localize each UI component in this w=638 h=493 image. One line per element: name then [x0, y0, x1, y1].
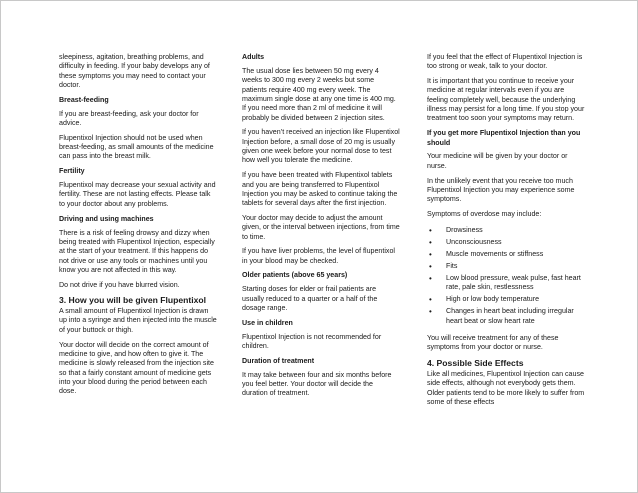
heading-overdose: If you get more Flupentixol Injection than you should: [427, 129, 581, 147]
paragraph: Starting doses for elder or frail patients are usually reduced to a quarter or a half of the dosage range.: [242, 285, 378, 313]
list-item: • Low blood pressure, weak pulse, fast heart rate, pale skin, restlessness: [427, 274, 587, 293]
heading-older-patients: Older patients (above 65 years): [242, 271, 348, 280]
overdose-symptom-list: [427, 226, 587, 326]
heading-breast-feeding: Breast-feeding: [59, 95, 109, 104]
paragraph: Flupentixol Injection is not recommended for children.: [242, 332, 382, 351]
list-item: • Changes in heart beat including irregular heart beat or slow heart rate: [427, 307, 587, 326]
paragraph: Flupentixol Injection should not be used when breast-feeding, as small amounts of the medicine can pass into the breast milk.: [59, 133, 214, 161]
paragraph: If you have liver problems, the level of flupentixol in your blood may be checked.: [242, 247, 395, 265]
list-item: • Muscle movements or stiffness: [427, 250, 587, 259]
list-item: • Unconsciousness: [427, 238, 587, 247]
paragraph: Like all medicines, Flupentixol Injection can cause side effects, although not everybody gets them. Older patients tend to be more likely to suffer from some of these effects: [427, 369, 585, 406]
list-item: • Fits: [427, 262, 587, 271]
paragraph: It is important that you continue to receive your medicine at regular intervals even if you are feeling completely well, because the underlying illness may persist for a long time. If you stop your treatment too soon your symptoms may return.: [427, 77, 585, 123]
list-item: • High or low body temperature: [427, 295, 587, 304]
paragraph: sleepiness, agitation, breathing problems, and difficulty in feeding. If your baby develops any of these symptoms you may need to contact your doctor.: [59, 53, 210, 90]
paragraph: Your medicine will be given by your doctor or nurse.: [427, 152, 568, 170]
section-heading-4: 4. Possible Side Effects: [427, 358, 524, 369]
heading-duration: Duration of treatment: [242, 356, 315, 365]
column-1: [59, 53, 217, 402]
paragraph: Symptoms of overdose may include:: [427, 209, 542, 218]
paragraph: Your doctor may decide to adjust the amount given, or the interval between injections, from time to time.: [242, 213, 400, 241]
heading-adults: Adults: [242, 53, 265, 61]
paragraph: It may take between four and six months before you feel better. Your doctor will decide the duration of treatment.: [242, 370, 392, 398]
paragraph: If you haven’t received an injection like Flupentixol Injection before, a small dose of 20 mg is usually given one week before your normal dose to test how well you tolerate the medicine.: [242, 128, 400, 165]
paragraph: If you are breast-feeding, ask your doctor for advice.: [59, 109, 199, 128]
paragraph: In the unlikely event that you receive too much Flupentixol Injection you may experience some symptoms.: [427, 176, 575, 204]
paragraph: Flupentixol may decrease your sexual activity and fertility. These are not lasting effects. Please talk to your doctor about any problems.: [59, 181, 216, 208]
heading-fertility: Fertility: [59, 167, 85, 176]
paragraph: If you feel that the effect of Flupentixol Injection is too strong or weak, talk to your doctor.: [427, 53, 583, 71]
paragraph: Do not drive if you have blurred vision.: [59, 280, 180, 289]
column-2: [242, 53, 400, 404]
column-3: [427, 53, 587, 413]
paragraph: If you have been treated with Flupentixol tablets and you are being transferred to Flupentixol Injection you may be asked to continue taking the tablets for several days after the first injection.: [242, 171, 398, 208]
section-heading-3: 3. How you will be given Flupentixol: [59, 295, 207, 306]
paragraph: The usual dose lies between 50 mg every 4 weeks to 300 mg every 2 weeks but some patients require 400 mg every week. The maximum single dose at any one time is 400 mg. If you need more than 2 ml of medicine it will probably be divided between 2 injection sites.: [242, 66, 396, 122]
paragraph: There is a risk of feeling drowsy and dizzy when being treated with Flupentixol Injection, especially at the start of your treatment. If this happens do not drive or use any tools or machines until you know you are not affected in this way.: [59, 228, 215, 274]
list-item: • Drowsiness: [427, 226, 587, 235]
heading-use-in-children: Use in children: [242, 318, 293, 327]
paragraph: A small amount of Flupentixol Injection is drawn up into a syringe and then injected into the muscle of your buttock or thigh.: [59, 307, 217, 334]
heading-driving: Driving and using machines: [59, 214, 154, 223]
paragraph: You will receive treatment for any of these symptoms from your doctor or nurse.: [427, 333, 559, 352]
paragraph: Your doctor will decide on the correct amount of medicine to give, and how often to give it. The medicine is slowly released from the injection site so that a fairly constant amount of medicine gets into your blood during the period between each dose.: [59, 340, 214, 396]
